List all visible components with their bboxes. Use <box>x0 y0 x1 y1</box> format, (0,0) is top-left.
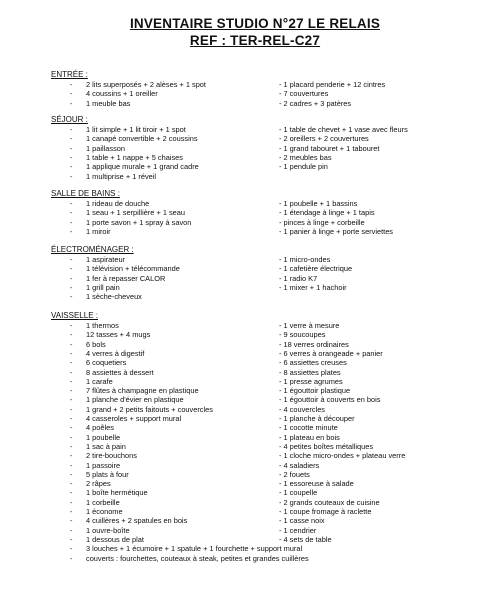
list-bullet: - <box>70 423 73 433</box>
item-left: 1 thermos <box>86 321 119 330</box>
list-bullet: - <box>70 404 73 414</box>
item-left: 1 paillasson <box>86 143 126 153</box>
list-bullet: - <box>70 348 73 358</box>
item-right: - 6 assiettes creuses <box>279 358 347 368</box>
list-bullet: - <box>70 152 73 162</box>
list-bullet: - <box>70 451 73 461</box>
list-bullet: - <box>70 432 73 442</box>
inventory-row <box>0 218 502 227</box>
item-right: - 8 assiettes plates <box>279 367 341 377</box>
list-bullet: - <box>70 89 73 99</box>
inventory-row <box>0 488 502 497</box>
inventory-row <box>0 80 502 89</box>
item-left: 1 poubelle <box>86 432 121 442</box>
item-left: 1 passoire <box>86 460 121 470</box>
item-right: - 1 coupelle <box>279 488 318 498</box>
item-left: 1 meuble bas <box>86 98 131 108</box>
item-left: 7 flûtes à champagne en plastique <box>86 386 199 396</box>
inventory-row <box>0 199 502 208</box>
inventory-row <box>0 470 502 479</box>
inventory-row <box>0 153 502 162</box>
item-left: 4 casseroles + support mural <box>86 414 182 423</box>
inventory-row <box>0 451 502 460</box>
item-right: - 1 cloche micro-ondes + plateau verre <box>279 451 406 461</box>
list-bullet: - <box>70 162 73 172</box>
inventory-row <box>0 283 502 292</box>
item-left: 8 assiettes à dessert <box>86 367 154 377</box>
item-right: - 1 égouttoir à couverts en bois <box>279 395 381 405</box>
item-left: 1 rideau de douche <box>86 199 150 208</box>
item-left: 4 poêles <box>86 423 114 433</box>
item-left: 1 ouvre-boîte <box>86 525 130 535</box>
item-right: - 2 grands couteaux de cuisine <box>279 497 380 507</box>
item-right: - 1 plateau en bois <box>279 432 340 442</box>
inventory-row <box>0 535 502 544</box>
item-left: 1 économe <box>86 507 123 516</box>
item-left: 2 râpes <box>86 479 111 489</box>
list-bullet: - <box>70 479 73 489</box>
item-left: 1 multiprise + 1 réveil <box>86 171 157 181</box>
item-left: 1 grand + 2 petits faitouts + couvercles <box>86 404 213 414</box>
item-left: 6 bols <box>86 339 106 349</box>
inventory-row <box>0 423 502 432</box>
item-right: - 1 micro-ondes <box>279 255 331 264</box>
inventory-row <box>0 162 502 171</box>
item-right: - 7 couvertures <box>279 89 329 99</box>
item-left: 1 corbeille <box>86 497 120 507</box>
item-right: - 1 placard penderie + 12 cintres <box>279 80 386 89</box>
item-left: 3 louches + 1 écumoire + 1 spatule + 1 fourchette + support mural <box>86 544 303 554</box>
list-bullet: - <box>70 414 73 423</box>
item-right: - 1 presse agrumes <box>279 376 343 386</box>
inventory-row <box>0 507 502 516</box>
inventory-row <box>0 208 502 217</box>
item-right: - 1 étendage à linge + 1 tapis <box>279 208 375 218</box>
inventory-row <box>0 544 502 553</box>
item-left: 12 tasses + 4 mugs <box>86 330 151 340</box>
inventory-row <box>0 442 502 451</box>
item-right: - 1 cocotte minute <box>279 423 338 433</box>
item-left: 1 canapé convertible + 2 coussins <box>86 134 198 144</box>
list-bullet: - <box>70 469 73 479</box>
item-right: - 1 table de chevet + 1 vase avec fleurs <box>279 125 408 134</box>
item-left: 4 coussins + 1 oreiller <box>86 89 158 99</box>
list-bullet: - <box>70 255 73 264</box>
item-right: - pinces à linge + corbeille <box>279 217 365 227</box>
list-bullet: - <box>70 80 73 89</box>
inventory-row <box>0 99 502 108</box>
item-right: - 4 sets de table <box>279 534 332 544</box>
list-bullet: - <box>70 292 73 302</box>
inventory-row <box>0 274 502 283</box>
item-left: couverts : fourchettes, couteaux à steak, petites et grandes cuillères <box>86 553 309 563</box>
inventory-row <box>0 349 502 358</box>
list-bullet: - <box>70 525 73 535</box>
inventory-row <box>0 227 502 236</box>
item-left: 1 seau + 1 serpillière + 1 seau <box>86 208 186 218</box>
item-left: 1 sèche-cheveux <box>86 292 142 302</box>
list-bullet: - <box>70 544 73 554</box>
list-bullet: - <box>70 460 73 470</box>
item-left: 1 télévision + télécommande <box>86 264 180 274</box>
item-left: 1 porte savon + 1 spray à savon <box>86 217 192 227</box>
item-left: 4 verres à digestif <box>86 348 145 358</box>
list-bullet: - <box>70 217 73 227</box>
item-left: 2 lits superposés + 2 alèses + 1 spot <box>86 80 206 89</box>
item-left: 1 carafe <box>86 376 113 386</box>
item-left: 1 applique murale + 1 grand cadre <box>86 162 199 172</box>
list-bullet: - <box>70 507 73 516</box>
page-title: INVENTAIRE STUDIO N°27 LE RELAIS <box>129 16 381 31</box>
inventory-row <box>0 368 502 377</box>
list-bullet: - <box>70 516 73 526</box>
item-right: - 1 essoreuse à salade <box>279 479 354 489</box>
item-right: - 2 cadres + 3 patères <box>279 98 352 108</box>
list-bullet: - <box>70 553 73 563</box>
inventory-row <box>0 414 502 423</box>
item-left: 5 plats à four <box>86 469 129 479</box>
item-right: - 4 saladiers <box>279 460 320 470</box>
list-bullet: - <box>70 98 73 108</box>
section-title: SÉJOUR : <box>51 115 88 124</box>
list-bullet: - <box>70 386 73 396</box>
item-right: - 4 petites boîtes métalliques <box>279 441 374 451</box>
item-left: 6 coquetiers <box>86 358 127 368</box>
item-left: 4 cuillères + 2 spatules en bois <box>86 516 188 526</box>
list-bullet: - <box>70 143 73 153</box>
list-bullet: - <box>70 134 73 144</box>
item-left: 1 boîte hermétique <box>86 488 148 498</box>
list-bullet: - <box>70 376 73 386</box>
item-left: 1 dessous de plat <box>86 534 144 544</box>
item-right: - 1 égouttoir plastique <box>279 386 351 396</box>
inventory-row <box>0 292 502 301</box>
inventory-row <box>0 172 502 181</box>
item-left: 1 miroir <box>86 226 111 236</box>
item-right: - 2 fouets <box>279 469 310 479</box>
item-right: - 18 verres ordinaires <box>279 339 349 349</box>
item-left: 1 lit simple + 1 lit tiroir + 1 spot <box>86 125 186 134</box>
inventory-row <box>0 377 502 386</box>
item-right: - 1 poubelle + 1 bassins <box>279 199 358 208</box>
list-bullet: - <box>70 488 73 498</box>
inventory-row <box>0 255 502 264</box>
item-right: - 9 soucoupes <box>279 330 326 340</box>
list-bullet: - <box>70 441 73 451</box>
item-right: - 1 radio K7 <box>279 273 318 283</box>
item-right: - 1 panier à linge + porte serviettes <box>279 226 394 236</box>
list-bullet: - <box>70 367 73 377</box>
list-bullet: - <box>70 264 73 274</box>
item-left: 1 planche d'évier en plastique <box>86 395 184 405</box>
item-right: - 1 casse noix <box>279 516 325 526</box>
list-bullet: - <box>70 395 73 405</box>
inventory-row <box>0 516 502 525</box>
item-left: 1 fer à repasser CALOR <box>86 273 166 283</box>
item-left: 1 table + 1 nappe + 5 chaises <box>86 152 183 162</box>
section-title: ÉLECTROMÉNAGER : <box>51 245 134 254</box>
inventory-row <box>0 330 502 339</box>
inventory-row <box>0 395 502 404</box>
list-bullet: - <box>70 171 73 181</box>
reference-title: REF : TER-REL-C27 <box>189 33 321 48</box>
inventory-row <box>0 340 502 349</box>
item-left: 1 sac à pain <box>86 441 126 451</box>
list-bullet: - <box>70 226 73 236</box>
inventory-row <box>0 498 502 507</box>
section-title: ENTRÉE : <box>51 70 88 79</box>
inventory-row <box>0 134 502 143</box>
list-bullet: - <box>70 199 73 208</box>
list-bullet: - <box>70 330 73 340</box>
list-bullet: - <box>70 282 73 292</box>
item-right: - 1 mixer + 1 hachoir <box>279 282 347 292</box>
item-right: - 1 pendule pin <box>279 162 328 172</box>
item-left: 1 aspirateur <box>86 255 126 264</box>
list-bullet: - <box>70 321 73 330</box>
item-right: - 2 meubles bas <box>279 152 332 162</box>
item-right: - 6 verres à orangeade + panier <box>279 348 383 358</box>
inventory-row <box>0 89 502 98</box>
list-bullet: - <box>70 125 73 134</box>
list-bullet: - <box>70 273 73 283</box>
item-right: - 1 planche à découper <box>279 414 355 423</box>
inventory-row <box>0 461 502 470</box>
item-right: - 1 grand tabouret + 1 tabouret <box>279 143 380 153</box>
item-right: - 1 cafetière électrique <box>279 264 353 274</box>
inventory-row <box>0 433 502 442</box>
inventory-row <box>0 125 502 134</box>
item-left: 2 tire-bouchons <box>86 451 137 461</box>
item-right: - 4 couvercles <box>279 404 326 414</box>
list-bullet: - <box>70 208 73 218</box>
item-right: - 1 coupe fromage à raclette <box>279 507 372 516</box>
inventory-row <box>0 479 502 488</box>
list-bullet: - <box>70 358 73 368</box>
inventory-row <box>0 405 502 414</box>
item-right: - 1 verre à mesure <box>279 321 340 330</box>
item-right: - 1 cendrier <box>279 525 317 535</box>
inventory-row <box>0 386 502 395</box>
list-bullet: - <box>70 497 73 507</box>
section-title: VAISSELLE : <box>51 311 98 320</box>
inventory-row <box>0 144 502 153</box>
item-left: 1 grill pain <box>86 282 120 292</box>
item-right: - 2 oreillers + 2 couvertures <box>279 134 369 144</box>
list-bullet: - <box>70 534 73 544</box>
inventory-row <box>0 526 502 535</box>
inventory-row <box>0 554 502 563</box>
inventory-row <box>0 358 502 367</box>
inventory-row <box>0 264 502 273</box>
list-bullet: - <box>70 339 73 349</box>
inventory-row <box>0 321 502 330</box>
section-title: SALLE DE BAINS : <box>51 189 120 198</box>
